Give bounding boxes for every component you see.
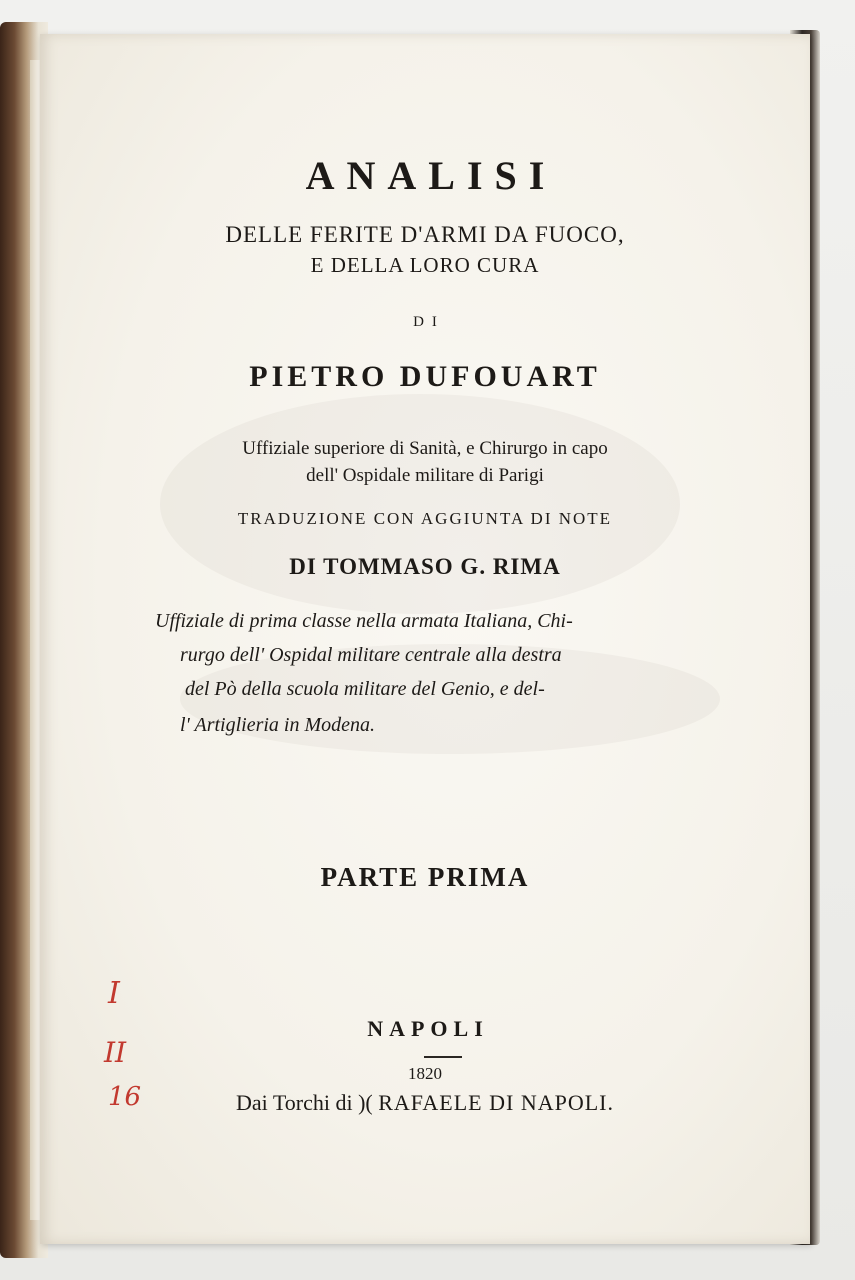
show-through-smudge <box>160 394 680 614</box>
printer-prefix: Dai Torchi di <box>236 1090 353 1115</box>
imprint-year: 1820 <box>408 1064 442 1083</box>
translator-role-line-4: l' Artiglieria in Modena. <box>180 714 376 736</box>
printer-name: RAFAELE DI NAPOLI. <box>378 1090 614 1115</box>
book-subtitle-line-1: DELLE FERITE D'ARMI DA FUOCO, <box>225 222 625 247</box>
imprint-city: NAPOLI <box>367 1016 489 1041</box>
title-page <box>40 34 810 1244</box>
translator-name: DI TOMMASO G. RIMA <box>289 554 561 579</box>
imprint-rule <box>424 1056 462 1058</box>
printer-ornament: )( <box>358 1090 373 1115</box>
shelfmark-line-2: II <box>104 1036 127 1069</box>
translator-role-line-1: Uffiziale di prima classe nella armata Italiana, Chi- <box>155 610 573 632</box>
translator-role-line-2: rurgo dell' Ospidal militare centrale alla destra <box>180 644 562 666</box>
translator-role-line-3: del Pò della scuola militare del Genio, e del- <box>185 678 545 700</box>
part-heading: PARTE PRIMA <box>320 862 530 892</box>
translation-note: TRADUZIONE CON AGGIUNTA DI NOTE <box>237 509 613 528</box>
author-role-line-2: dell' Ospidale militare di Parigi <box>306 465 544 486</box>
book-title: ANALISI <box>305 153 557 198</box>
shelfmark-line-3: 16 <box>108 1082 142 1112</box>
author-name: PIETRO DUFOUART <box>249 360 601 393</box>
imprint-printer <box>40 1090 810 1116</box>
by-label: DI <box>413 314 445 330</box>
book-subtitle-line-2: E DELLA LORO CURA <box>310 253 540 277</box>
shelfmark-line-1: I <box>108 976 120 1011</box>
author-role-line-1: Uffiziale superiore di Sanità, e Chirurgo in capo <box>242 438 608 459</box>
